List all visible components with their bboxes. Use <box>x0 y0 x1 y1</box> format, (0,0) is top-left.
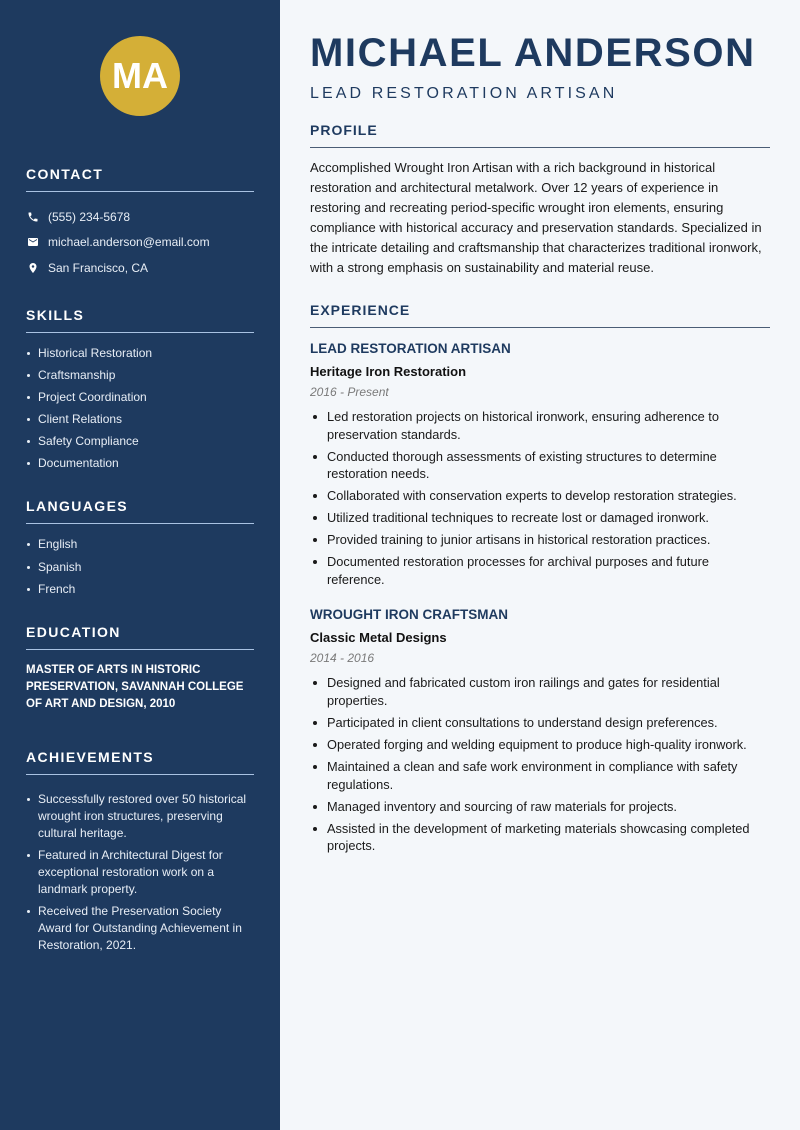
job-bullet: Participated in client consultations to understand design preferences. <box>310 714 770 732</box>
achievements-heading: ACHIEVEMENTS <box>26 749 254 775</box>
contact-location-text: San Francisco, CA <box>48 260 149 275</box>
language-item: French <box>26 581 254 598</box>
job-bullets <box>310 674 770 854</box>
job-company: Classic Metal Designs <box>310 630 447 646</box>
candidate-title: LEAD RESTORATION ARTISAN <box>310 85 618 102</box>
skills-section <box>26 307 254 473</box>
skill-item: Historical Restoration <box>26 345 254 362</box>
contact-phone <box>26 204 254 230</box>
job-bullet: Led restoration projects on historical ironwork, ensuring adherence to preservation standards. <box>310 408 770 443</box>
achievement-item: Received the Preservation Society Award for Outstanding Achievement in Restoration, 2021. <box>26 903 254 954</box>
achievement-item: Featured in Architectural Digest for exceptional restoration work on a landmark property. <box>26 847 254 898</box>
education-section <box>26 624 254 713</box>
achievement-item: Successfully restored over 50 historical wrought iron structures, preserving cultural heritage. <box>26 791 254 842</box>
profile-section <box>310 122 770 278</box>
job-bullet: Provided training to junior artisans in historical restoration practices. <box>310 531 770 549</box>
contact-phone-text: (555) 234-5678 <box>48 209 131 224</box>
skill-item: Documentation <box>26 455 254 472</box>
contact-section <box>26 166 254 281</box>
education-entry: MASTER OF ARTS IN HISTORIC PRESERVATION, SAVANNAH COLLEGE OF ART AND DESIGN, 2010 <box>26 663 244 710</box>
contact-location <box>26 255 254 281</box>
job-bullet: Operated forging and welding equipment to produce high-quality ironwork. <box>310 736 770 754</box>
language-item: English <box>26 536 254 553</box>
job-entry <box>310 340 770 588</box>
job-bullet: Maintained a clean and safe work environment in compliance with safety regulations. <box>310 758 770 793</box>
languages-heading: LANGUAGES <box>26 498 254 524</box>
job-dates: 2016 - Present <box>310 385 389 399</box>
skill-item: Client Relations <box>26 411 254 428</box>
contact-email <box>26 230 254 256</box>
skills-heading: SKILLS <box>26 307 254 333</box>
languages-section <box>26 498 254 597</box>
phone-icon <box>26 210 39 223</box>
job-title: WROUGHT IRON CRAFTSMAN <box>310 607 508 623</box>
achievements-list <box>26 791 254 954</box>
job-bullet: Collaborated with conservation experts to develop restoration strategies. <box>310 487 770 505</box>
profile-summary: Accomplished Wrought Iron Artisan with a rich background in historical restoration and architectural metalwork. Over 12 years of experience in restoring and recreating period-specific wrought iron elements, ensuring compliance with historical accuracy and preservation standards. Specialized in the intricate detailing and craftsmanship that characterizes traditional ironwork, with a strong emphasis on sustainability and material reuse. <box>310 160 762 275</box>
sidebar <box>0 0 280 1130</box>
job-entry <box>310 606 770 854</box>
job-bullet: Assisted in the development of marketing materials showcasing completed projects. <box>310 820 770 855</box>
experience-section <box>310 302 770 855</box>
main-content <box>280 0 800 1130</box>
job-bullet: Conducted thorough assessments of existing structures to determine restoration needs. <box>310 448 770 483</box>
experience-heading: EXPERIENCE <box>310 302 770 328</box>
language-item: Spanish <box>26 559 254 576</box>
job-bullet: Managed inventory and sourcing of raw materials for projects. <box>310 798 770 816</box>
job-title: LEAD RESTORATION ARTISAN <box>310 341 511 356</box>
job-dates: 2014 - 2016 <box>310 651 375 666</box>
candidate-name: MICHAEL ANDERSON <box>310 31 756 75</box>
skill-item: Safety Compliance <box>26 433 254 450</box>
skill-item: Craftsmanship <box>26 367 254 384</box>
avatar <box>100 36 180 116</box>
contact-email-text: michael.anderson@email.com <box>48 235 210 250</box>
job-bullets <box>310 408 770 588</box>
avatar-initials: MA <box>112 55 168 96</box>
job-bullet: Documented restoration processes for archival purposes and future reference. <box>310 553 770 588</box>
achievements-section <box>26 749 254 954</box>
job-bullet: Designed and fabricated custom iron railings and gates for residential properties. <box>310 674 770 709</box>
contact-heading: CONTACT <box>26 166 254 192</box>
location-pin-icon <box>26 261 39 274</box>
skills-list <box>26 345 254 473</box>
profile-heading: PROFILE <box>310 122 770 148</box>
job-bullet: Utilized traditional techniques to recreate lost or damaged ironwork. <box>310 509 770 527</box>
skill-item: Project Coordination <box>26 389 254 406</box>
education-heading: EDUCATION <box>26 624 254 650</box>
languages-list <box>26 536 254 597</box>
email-icon <box>26 236 39 249</box>
job-company: Heritage Iron Restoration <box>310 364 467 379</box>
